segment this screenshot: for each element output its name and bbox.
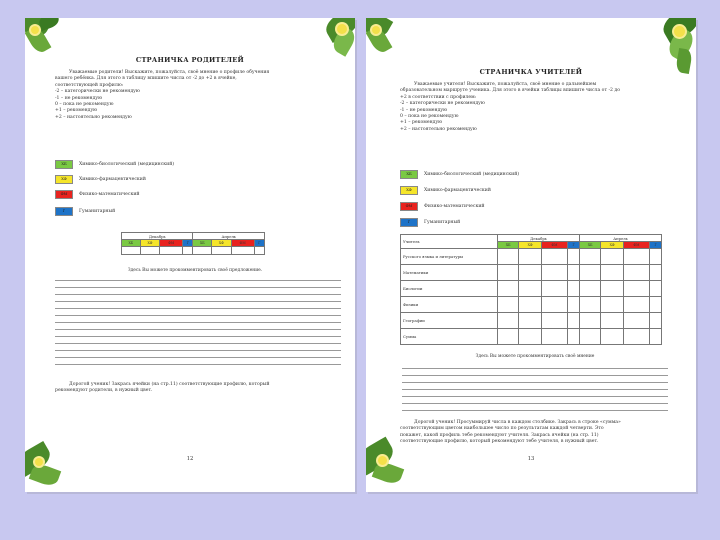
intro-text: Уважаемые учителя! Выскажите, пожалуйста, своё мнение о дальнейшем образовательном маршруте ученика. Для этого в ячейки таблицы впишите числа от -2 до +2 в соответствии с профилем: -2 – категорически не рекомендую -1 – не рекомендую 0 – пока не рекомендую +1 – рекомендую +2 – настоятельно рекомендую	[400, 82, 620, 132]
month-header: Декабрь	[498, 235, 580, 242]
student-note: Дорогой ученик! Просуммируй числа в каждом столбике. Закрась в строке «сумма» соответствующим цветом наибольшее число по результатам каждой четверти. Это покажет, какой профиль тебе рекомендуют учителя. Закрась ячейки (на стр. 11) соответствующие профилю, который рекомендуют тебе учителя, в нужный цвет.	[400, 420, 621, 445]
table-row: Русского языка и литературы	[401, 249, 662, 265]
table-row: Биологии	[401, 281, 662, 297]
month-header: Декабрь	[122, 233, 193, 240]
legend-item-fm: ФМ Физико-математический	[55, 190, 139, 198]
color-swatch: ФМ	[55, 190, 73, 199]
page-title: СТРАНИЧКА РОДИТЕЛЕЙ	[135, 56, 245, 64]
intro-text: Уважаемые родители! Выскажите, пожалуйста, своё мнение о профиле обучения вашего ребёнка. Для этого в таблицу впишите числа от -2 до +2 в ячейке, соответствующей профилю: -2 – категорически не рекомендую -1 – не рекомендую 0 – пока не рекомендую +1 – рекомендую +2 – настоятельно рекомендую	[55, 70, 270, 120]
legend-item-xf: ХФ Химико-фармацевтический	[55, 175, 146, 183]
table-row: Сумма	[401, 329, 662, 345]
month-header: Апрель	[193, 233, 265, 240]
teacher-header: Учитель	[401, 235, 498, 249]
color-swatch: ХБ	[55, 160, 73, 169]
legend-item-g: Г Гуманитарный	[55, 207, 115, 215]
comment-caption: Здесь Вы можете прокомментировать своё предложение.	[127, 268, 263, 273]
left-page	[25, 18, 355, 492]
color-swatch: ХФ	[400, 186, 418, 195]
student-note: Дорогой ученик! Закрась ячейки (на стр.11) соответствующие профилю, который рекомендуют родители, в нужный цвет.	[55, 382, 270, 394]
legend-item-xb: ХБ Химико-биологический (медицинский)	[400, 170, 519, 178]
color-swatch: ФМ	[400, 202, 418, 211]
page-number: 12	[186, 456, 194, 462]
legend-item-xf: ХФ Химико-фармацевтический	[400, 186, 491, 194]
month-header: Апрель	[579, 235, 661, 242]
table-row: Географии	[401, 313, 662, 329]
legend-item-g: Г Гуманитарный	[400, 218, 460, 226]
page-number: 13	[527, 456, 535, 462]
legend-item-xb: ХБ Химико-биологический (медицинский)	[55, 160, 174, 168]
color-swatch: Г	[400, 218, 418, 227]
comment-caption: Здесь Вы можете прокомментировать своё мнение	[475, 354, 595, 359]
table-row: Математики	[401, 265, 662, 281]
teachers-table: Учитель Декабрь Апрель ХБ ХФ ФМ Г ХБ ХФ ФМ Г Русского языка и литературы Математики Биологии Физики Географии Сумма	[400, 234, 662, 345]
right-page	[366, 18, 696, 492]
color-swatch: ХБ	[400, 170, 418, 179]
table-row	[122, 247, 265, 255]
legend-item-fm: ФМ Физико-математический	[400, 202, 484, 210]
table-row: Физики	[401, 297, 662, 313]
parents-table: Декабрь Апрель ХБ ХФ ФМ Г ХБ ХФ ФМ Г	[121, 232, 265, 255]
page-title: СТРАНИЧКА УЧИТЕЛЕЙ	[479, 68, 583, 76]
color-swatch: ХФ	[55, 175, 73, 184]
color-swatch: Г	[55, 207, 73, 216]
